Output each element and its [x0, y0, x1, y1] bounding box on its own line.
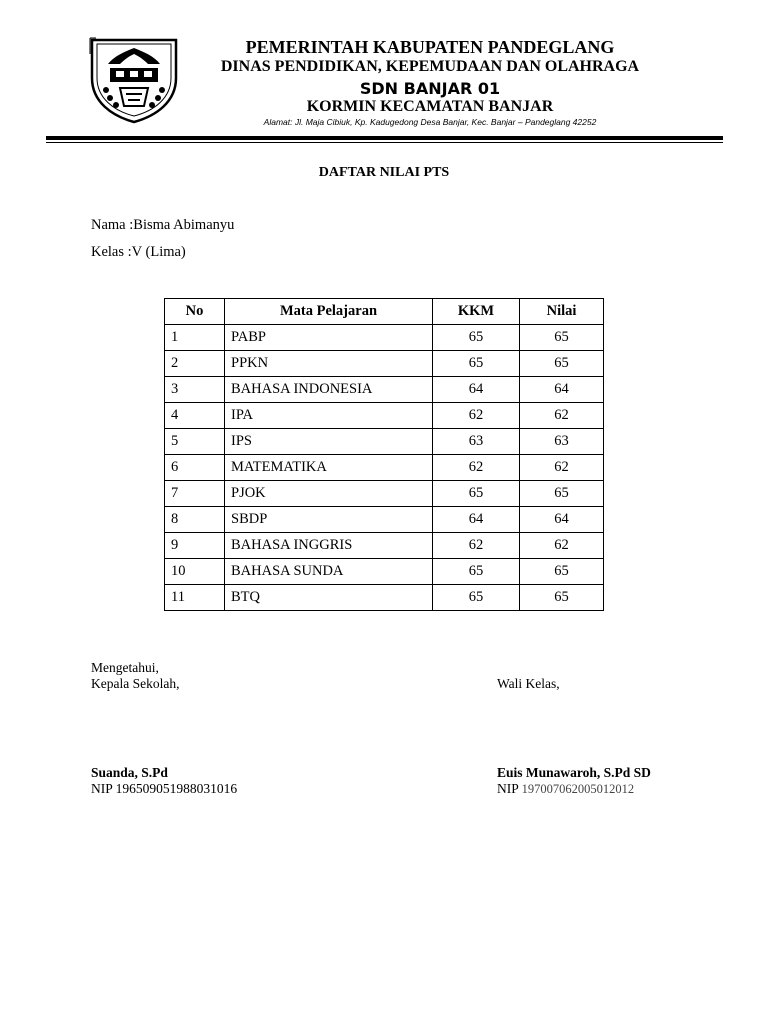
table-row	[165, 377, 604, 403]
letterhead-government: PEMERINTAH KABUPATEN PANDEGLANG	[245, 37, 615, 57]
cell-no: 10	[165, 559, 225, 585]
cell-subject: PJOK	[225, 481, 433, 507]
cell-kkm: 64	[433, 507, 520, 533]
cell-subject: IPA	[225, 403, 433, 429]
cell-kkm: 62	[433, 403, 520, 429]
letterhead-department: DINAS PENDIDIKAN, KEPEMUDAAN DAN OLAHRAGA	[220, 58, 640, 75]
table-row	[165, 559, 604, 585]
letterhead-address: Alamat: Jl. Maja Cibiuk, Kp. Kadugedong Desa Banjar, Kec. Banjar – Pandeglang 42252	[263, 117, 597, 127]
cell-kkm: 65	[433, 325, 520, 351]
cell-score: 64	[520, 507, 604, 533]
teacher-name: Euis Munawaroh, S.Pd SD	[497, 765, 651, 780]
teacher-nip-value: 197007062005012012	[521, 782, 635, 796]
table-row	[165, 429, 604, 455]
cell-subject: PABP	[225, 325, 433, 351]
cell-score: 65	[520, 325, 604, 351]
cell-kkm: 63	[433, 429, 520, 455]
cell-score: 62	[520, 455, 604, 481]
acknowledged-label: Mengetahui,	[91, 660, 159, 675]
cell-no: 2	[165, 351, 225, 377]
cell-kkm: 65	[433, 481, 520, 507]
header-no: No	[165, 299, 225, 325]
cell-no: 6	[165, 455, 225, 481]
cell-no: 7	[165, 481, 225, 507]
student-name-value: Bisma Abimanyu	[133, 217, 235, 233]
table-header-row	[165, 299, 604, 325]
table-row	[165, 507, 604, 533]
cell-no: 1	[165, 325, 225, 351]
cell-no: 5	[165, 429, 225, 455]
table-row	[165, 481, 604, 507]
cell-subject: PPKN	[225, 351, 433, 377]
letterhead-district: KORMIN KECAMATAN BANJAR	[306, 98, 554, 115]
principal-name: Suanda, S.Pd	[91, 765, 168, 780]
grades-table	[164, 298, 604, 611]
table-row	[165, 325, 604, 351]
cell-score: 65	[520, 559, 604, 585]
cell-score: 62	[520, 403, 604, 429]
letterhead-divider-thick	[46, 136, 723, 140]
principal-nip-label: NIP	[91, 781, 116, 796]
table-row	[165, 403, 604, 429]
table-row	[165, 351, 604, 377]
cell-subject: BAHASA INGGRIS	[225, 533, 433, 559]
student-class-label: Kelas :	[91, 244, 132, 260]
cell-score: 63	[520, 429, 604, 455]
principal-nip-value: 196509051988031016	[115, 781, 238, 796]
cell-score: 65	[520, 481, 604, 507]
student-class-value: V (Lima)	[131, 244, 186, 260]
cell-score: 62	[520, 533, 604, 559]
cell-no: 8	[165, 507, 225, 533]
letterhead-divider-thin	[46, 142, 723, 143]
cell-subject: BAHASA SUNDA	[225, 559, 433, 585]
principal-nip	[91, 781, 237, 797]
student-name-line	[91, 217, 234, 234]
teacher-nip-label: NIP	[497, 781, 522, 796]
homeroom-teacher-title: Wali Kelas,	[497, 676, 560, 691]
cell-score: 65	[520, 585, 604, 611]
table-row	[165, 585, 604, 611]
cell-subject: MATEMATIKA	[225, 455, 433, 481]
cell-subject: BTQ	[225, 585, 433, 611]
header-score: Nilai	[520, 299, 604, 325]
cell-no: 11	[165, 585, 225, 611]
letterhead-school: SDN BANJAR 01	[359, 79, 501, 98]
cell-score: 65	[520, 351, 604, 377]
table-row	[165, 455, 604, 481]
cell-subject: BAHASA INDONESIA	[225, 377, 433, 403]
principal-title: Kepala Sekolah,	[91, 676, 180, 691]
cell-subject: IPS	[225, 429, 433, 455]
cell-no: 3	[165, 377, 225, 403]
cell-subject: SBDP	[225, 507, 433, 533]
cell-score: 64	[520, 377, 604, 403]
cell-kkm: 65	[433, 351, 520, 377]
header-subject: Mata Pelajaran	[225, 299, 433, 325]
teacher-nip	[497, 781, 634, 797]
document-title: DAFTAR NILAI PTS	[318, 165, 450, 180]
cell-no: 9	[165, 533, 225, 559]
header-kkm: KKM	[433, 299, 520, 325]
student-name-label: Nama :	[91, 217, 134, 233]
cell-kkm: 62	[433, 455, 520, 481]
cell-kkm: 62	[433, 533, 520, 559]
cell-kkm: 65	[433, 559, 520, 585]
student-class-line	[91, 244, 186, 261]
cell-no: 4	[165, 403, 225, 429]
cell-kkm: 64	[433, 377, 520, 403]
table-row	[165, 533, 604, 559]
cell-kkm: 65	[433, 585, 520, 611]
